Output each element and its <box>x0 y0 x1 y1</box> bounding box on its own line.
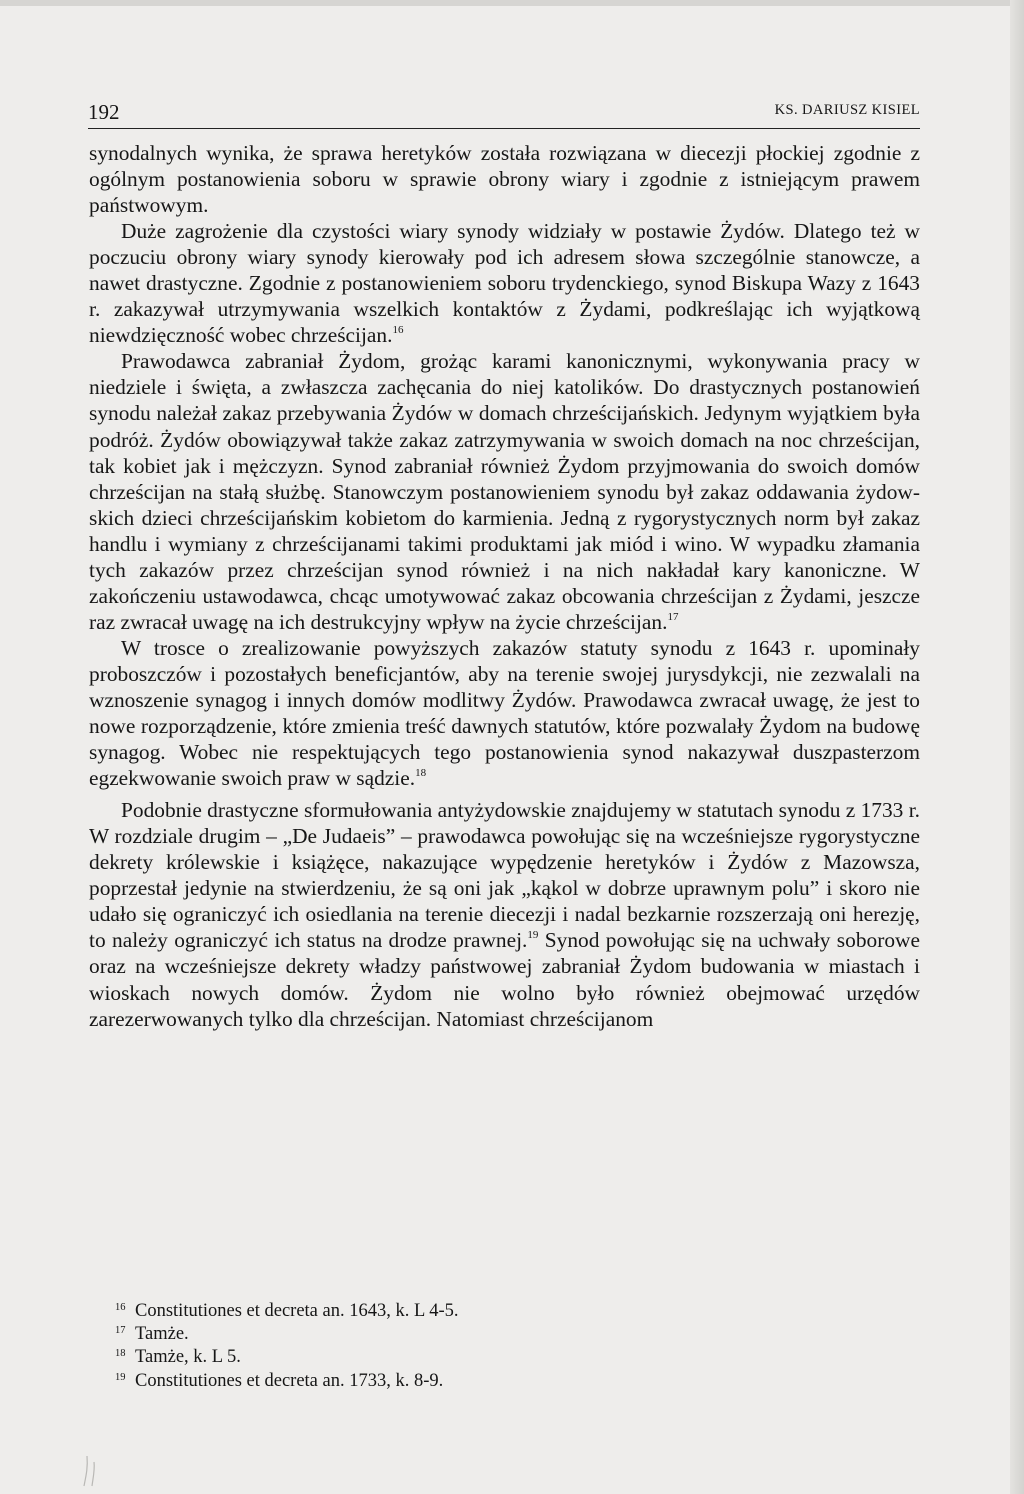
paragraph-text: synodalnych wynika, że sprawa heretyków została rozwiązana w diecezji płockiej zgodnie z ogólnym postanowienia soboru w sprawie obrony wiary i zgodnie z istniejącym prawem państwowym. <box>89 141 920 218</box>
body-text <box>89 140 920 1032</box>
footnote-17 <box>115 1323 920 1346</box>
footnote-18 <box>115 1346 920 1369</box>
footnote-ref-19[interactable]: 19 <box>527 929 539 942</box>
footnote-16 <box>115 1300 920 1323</box>
paragraph-2 <box>89 218 920 348</box>
footnote-ref-16[interactable]: 16 <box>392 324 404 337</box>
page-number: 192 <box>88 100 120 124</box>
footnote-ref-17[interactable]: 17 <box>667 610 679 623</box>
paragraph-1 <box>89 140 920 218</box>
running-head: KS. DARIUSZ KISIEL <box>774 102 920 118</box>
footnote-number: 19 <box>115 1371 126 1383</box>
paragraph-text: Prawodawca zabraniał Żydom, grożąc karami kanonicznymi, wykonywania pracy w niedziele i święta, a zwłaszcza zachęcania do niej katolików. Do drastycznych postanowień synodu należał zakaz przebywania Żydów w domach chrześcijańskich. Jedynym wyjątkiem była podróż. Żydów obowiązywał także zakaz zatrzymywania w swoich domach na noc chrześcijan, tak kobiet jak i mężczyzn. Synod zabraniał również Żydom przyjmowania do swoich domów chrześcijan na stałą służbę. Stanowczym postanowieniem synodu był zakaz oddawania żydowskich dzieci chrześcijańskim kobietom do karmienia. Jedną z rygorystycznych norm był zakaz handlu i wymiany z chrześcijanami takimi produktami jak miód i wino. W wypadku złamania tych zakazów przez chrześcijan synod również i na nich nakładał kary kanoniczne. W zakończeniu ustawodawca, chcąc umotywować zakaz obcowania chrześcijan z Żydami, jeszcze raz zwracał uwagę na ich destrukcyjny wpływ na życie chrześcijan. <box>89 349 920 634</box>
pencil-mark-icon <box>78 1448 108 1488</box>
footnote-number: 16 <box>115 1302 126 1313</box>
footnote-text: Tamże. <box>135 1324 189 1345</box>
paragraph-text: W trosce o zrealizowanie powyższych zakazów statuty synodu z 1643 r. upominały proboszczów i pozostałych beneficjantów, aby na terenie swojej jurysdykcji, nie zezwalali na wznoszenie synagog i innych domów modlitwy Żydów. Prawodawca zwracał uwagę, że jest to nowe rozporządzenie, które zmienia treść dawnych statutów, które pozwalały Żydom na budowę synagog. Wobec nie respektujących tego postanowienia synod nakazywał duszpasterzom egzekwowanie swoich praw w sądzie. <box>89 635 920 791</box>
footnote-text: Constitutiones et decreta an. 1643, k. L 4-5. <box>135 1301 459 1321</box>
paragraph-text: Podobnie drastyczne sformułowania antyżydowskie znajdujemy w statutach synodu z 1733 r. W rozdziale drugim – „De Judaeis” – prawodawca powołując się na wcześniejsze rygorystyczne dekrety królewskie i książęce, nakazujące wypędzenie heretyków i Żydów z Mazowsza, poprzestał jedynie na stwierdzeniu, że są oni jak „kąkol w dobrze uprawnym polu” i skoro nie udało się ograniczyć ich osiedlania na terenie diecezji i nadal bezkarnie rozszerzają oni herezję, to należy ograniczyć ich status na drodze prawnej. <box>89 798 920 953</box>
paragraph-4 <box>89 635 920 791</box>
page-right-edge <box>1010 0 1024 1494</box>
page-header <box>88 98 920 129</box>
footnote-19 <box>115 1370 920 1393</box>
footnote-text: Constitutiones et decreta an. 1733, k. 8-9. <box>135 1370 444 1391</box>
page-top-edge <box>0 0 1024 6</box>
paragraph-text: Duże zagrożenie dla czystości wiary synody widziały w postawie Żydów. Dlatego też w poczuciu obrony wiary synody kierowały pod ich adresem słowa szczególnie stanowcze, a nawet drastyczne. Zgodnie z postanowieniem soboru trydenckiego, synod Biskupa Wazy z 1643 r. zakazywał utrzymywania wszelkich kontaktów z Żydami, podkreślając ich wyjątkową niewdzięczność wobec chrześcijan. <box>89 219 920 348</box>
footnote-text: Tamże, k. L 5. <box>135 1347 241 1368</box>
paragraph-5 <box>89 797 920 1031</box>
paragraph-text-continued: Synod powołując się na uchwały soborowe oraz na wcześniejsze dekrety władzy państwowej zabraniał Żydom budowania w miastach i wioskach nowych domów. Żydom nie wolno było również obejmować urzędów zarezerwowanych tylko dla chrześcijan. Natomiast chrześcijanom <box>89 928 920 1031</box>
paragraph-3 <box>89 348 920 635</box>
footnotes <box>115 1300 920 1393</box>
footnote-number: 17 <box>115 1325 126 1337</box>
footnote-ref-18[interactable]: 18 <box>415 767 427 780</box>
footnote-number: 18 <box>115 1348 126 1360</box>
